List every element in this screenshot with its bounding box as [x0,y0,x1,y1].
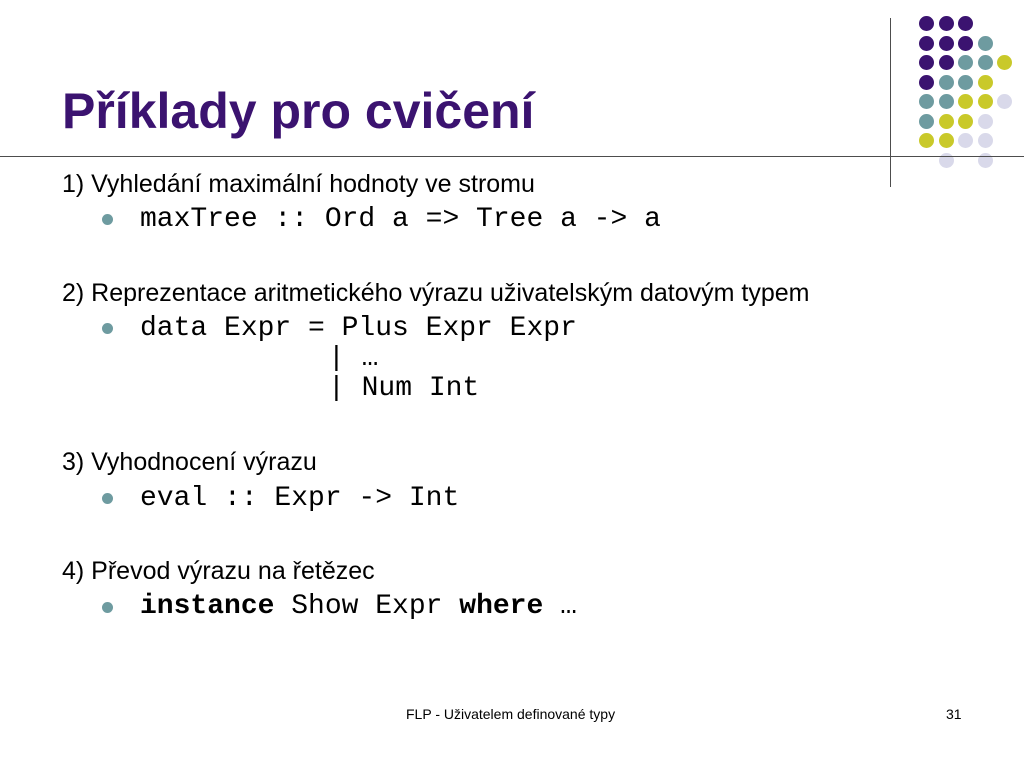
decorative-dot [919,133,934,148]
title-underline-rule [0,156,1024,157]
decorative-dot [939,16,954,31]
decorative-dot [919,94,934,109]
code-ellipsis: … [543,591,577,622]
decorative-dot [958,36,973,51]
decorative-dot [939,75,954,90]
item-2-code-line-2: | … [328,343,379,374]
keyword-instance: instance [140,591,275,622]
keyword-where: where [459,591,544,622]
decorative-dot [978,36,993,51]
decorative-dot [978,55,993,70]
decorative-dot [958,94,973,109]
item-4-code [140,591,577,623]
code-show-expr: Show Expr [274,591,460,622]
item-3-code: eval :: Expr -> Int [140,483,460,514]
decorative-dot [958,133,973,148]
item-2-code-line-1: data Expr = Plus Expr Expr [140,313,577,344]
decorative-dot [978,94,993,109]
decorative-dot [939,94,954,109]
decorative-dot [958,114,973,129]
item-4-heading: 4) Převod výrazu na řetězec [62,557,375,585]
footer-title: FLP - Uživatelem definované typy [406,706,616,722]
decorative-dot [978,114,993,129]
slide-title: Příklady pro cvičení [62,83,535,139]
decorative-dot [978,75,993,90]
decorative-dot [939,133,954,148]
decorative-dot [997,94,1012,109]
decorative-dot [939,55,954,70]
page-number: 31 [946,706,962,722]
bullet-icon [102,602,113,613]
bullet-icon [102,214,113,225]
decorative-dot [919,55,934,70]
item-2-heading: 2) Reprezentace aritmetického výrazu uživatelským datovým typem [62,279,810,307]
item-2-code-line-3: | Num Int [328,373,480,404]
decorative-dot [919,36,934,51]
bullet-icon [102,323,113,334]
decorative-dot [978,153,993,168]
decorative-dot [958,55,973,70]
item-1-heading: 1) Vyhledání maximální hodnoty ve stromu [62,170,535,198]
decorative-dot [939,36,954,51]
item-1-code: maxTree :: Ord a => Tree a -> a [140,204,661,235]
vertical-rule [890,18,891,187]
decorative-dot [958,75,973,90]
decorative-dot [978,133,993,148]
decorative-dot [997,55,1012,70]
decorative-dot [939,114,954,129]
bullet-icon [102,493,113,504]
item-3-heading: 3) Vyhodnocení výrazu [62,448,317,476]
decorative-dot [919,75,934,90]
decorative-dot [919,16,934,31]
decorative-dot [919,114,934,129]
decorative-dot [939,153,954,168]
decorative-dot [958,16,973,31]
